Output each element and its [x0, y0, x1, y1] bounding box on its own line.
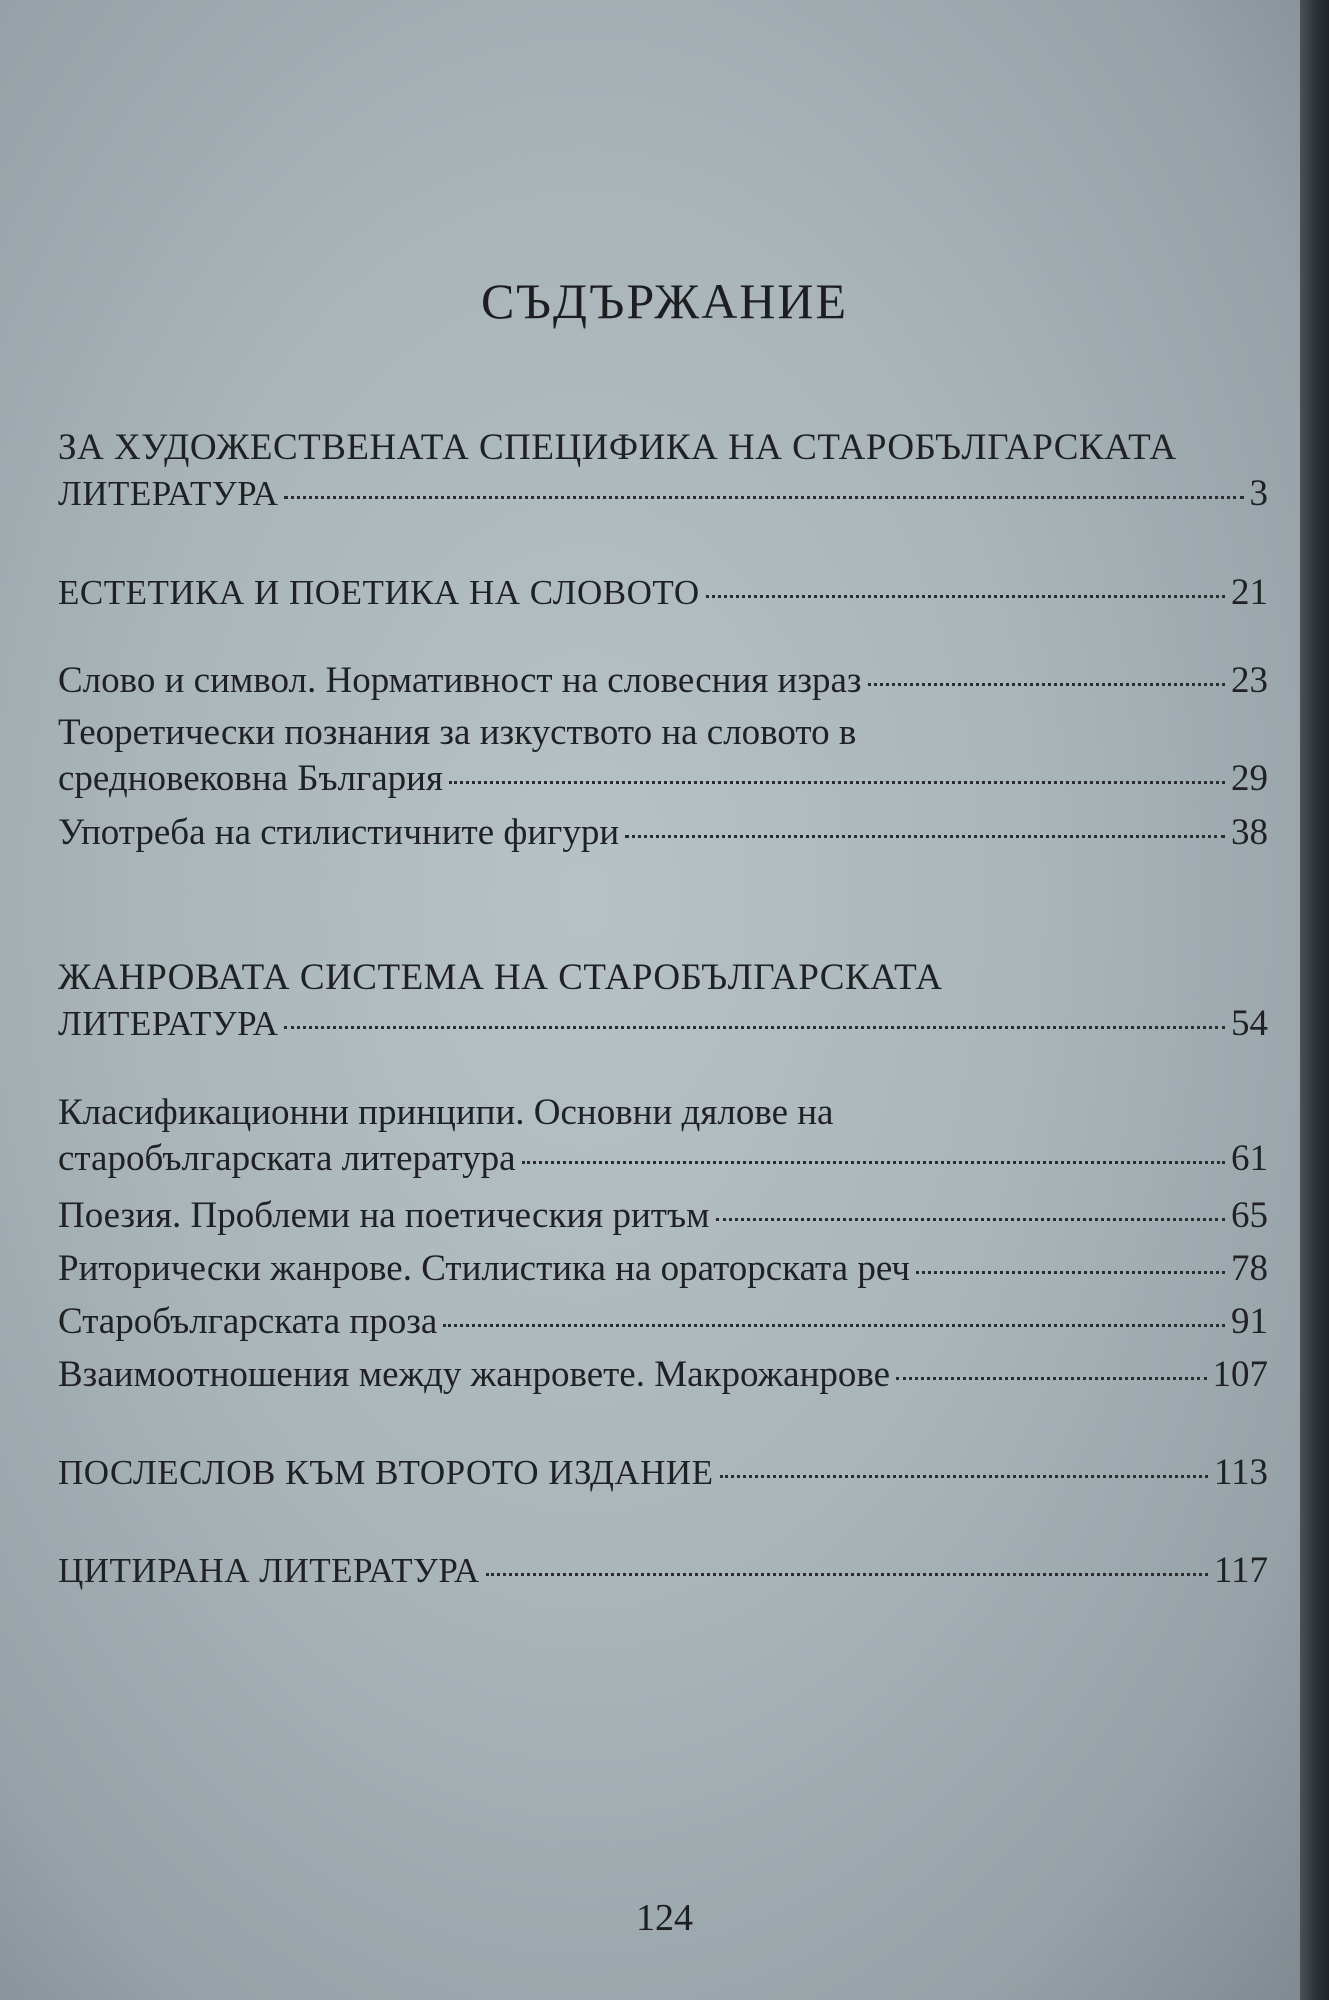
dot-leader	[443, 1324, 1225, 1327]
toc-page-number: 38	[1231, 812, 1268, 853]
toc-entry-row	[58, 1246, 1268, 1292]
toc-entry-title: ЕСТЕТИКА И ПОЕТИКА НА СЛОВОТО	[58, 573, 700, 612]
dot-leader	[486, 1573, 1208, 1576]
toc-entry	[58, 1548, 1268, 1594]
toc-entry-row	[58, 1299, 1268, 1345]
toc-page-number: 91	[1231, 1301, 1268, 1342]
dot-leader	[284, 1026, 1225, 1029]
dot-leader	[284, 496, 1243, 499]
dot-leader	[625, 835, 1225, 838]
toc-entry-title: ПОСЛЕСЛОВ КЪМ ВТОРОТО ИЗДАНИЕ	[58, 1453, 714, 1492]
dot-leader	[716, 1218, 1225, 1221]
toc-entry-row	[58, 1001, 1268, 1047]
toc-entry	[58, 955, 1268, 1048]
toc-entry	[58, 1299, 1268, 1345]
toc-entry-row	[58, 810, 1268, 856]
toc-entry	[58, 810, 1268, 856]
toc-entry	[58, 710, 1268, 803]
toc-entry	[58, 425, 1268, 518]
toc-entry	[58, 1450, 1268, 1496]
toc-entry-title-line: ЖАНРОВАТА СИСТЕМА НА СТАРОБЪЛГАРСКАТА	[58, 957, 943, 998]
toc-entry-title: Поезия. Проблеми на поетическия ритъм	[58, 1195, 710, 1236]
toc-entry-row	[58, 658, 1268, 704]
toc-entry-title: ЛИТЕРАТУРА	[58, 474, 279, 514]
toc-entry-title: старобългарската литература	[58, 1138, 516, 1180]
toc-entry-title: Употреба на стилистичните фигури	[58, 812, 620, 853]
toc-entry-row	[58, 570, 1268, 616]
toc-entry	[58, 658, 1268, 704]
toc-entry-row	[58, 1548, 1268, 1594]
toc-entry-title: средновековна България	[58, 758, 443, 800]
toc-page-number: 54	[1231, 1003, 1268, 1045]
dot-leader	[896, 1377, 1206, 1380]
page-number: 124	[636, 1897, 693, 1939]
toc-entry	[58, 1193, 1268, 1239]
toc-entry-row	[58, 471, 1268, 517]
toc-page-number: 65	[1231, 1195, 1268, 1236]
toc-entry	[58, 1246, 1268, 1292]
toc-entry-title: Слово и символ. Нормативност на словесния израз	[58, 660, 862, 701]
dot-leader	[916, 1271, 1225, 1274]
toc-entry-row	[58, 1136, 1268, 1182]
toc-page-number: 23	[1231, 660, 1268, 701]
toc-page-number: 107	[1212, 1354, 1268, 1395]
toc-entry-row	[58, 1193, 1268, 1239]
dot-leader	[868, 683, 1226, 686]
toc-entry	[58, 1090, 1268, 1183]
toc-page-number: 21	[1231, 572, 1268, 613]
dot-leader	[706, 595, 1225, 598]
toc-entry-title: Старобългарската проза	[58, 1301, 438, 1342]
toc-entry-row	[58, 1450, 1268, 1496]
toc-entry-title-line: ЗА ХУДОЖЕСТВЕНАТА СПЕЦИФИКА НА СТАРОБЪЛГАРСКАТА	[58, 427, 1177, 468]
toc-entry-title: Взаимоотношения между жанровете. Макрожанрове	[58, 1354, 891, 1395]
toc-entry-title-line: Теоретически познания за изкуството на словото в	[58, 712, 857, 753]
toc-entry-row	[58, 756, 1268, 802]
toc-entry-title: Риторически жанрове. Стилистика на ораторската реч	[58, 1248, 910, 1289]
dot-leader	[522, 1161, 1225, 1164]
toc-page-number: 113	[1213, 1452, 1268, 1493]
toc-page-number: 3	[1249, 473, 1268, 515]
toc-page-number: 29	[1231, 758, 1268, 800]
toc-entry-title: ЛИТЕРАТУРА	[58, 1004, 279, 1044]
toc-entry-title: ЦИТИРАНА ЛИТЕРАТУРА	[58, 1551, 480, 1590]
toc-entry	[58, 1352, 1268, 1398]
toc-page-number: 61	[1231, 1138, 1268, 1180]
dot-leader	[720, 1475, 1208, 1478]
toc-page-number: 78	[1231, 1248, 1268, 1289]
toc-entry	[58, 570, 1268, 616]
toc-entry-row	[58, 1352, 1268, 1398]
toc-entry-title-line: Класификационни принципи. Основни дялове на	[58, 1092, 834, 1133]
dot-leader	[449, 781, 1225, 784]
page-title: СЪДЪРЖАНИЕ	[480, 273, 849, 329]
toc-page-number: 117	[1213, 1550, 1268, 1591]
book-spine-shadow	[1300, 0, 1329, 2000]
